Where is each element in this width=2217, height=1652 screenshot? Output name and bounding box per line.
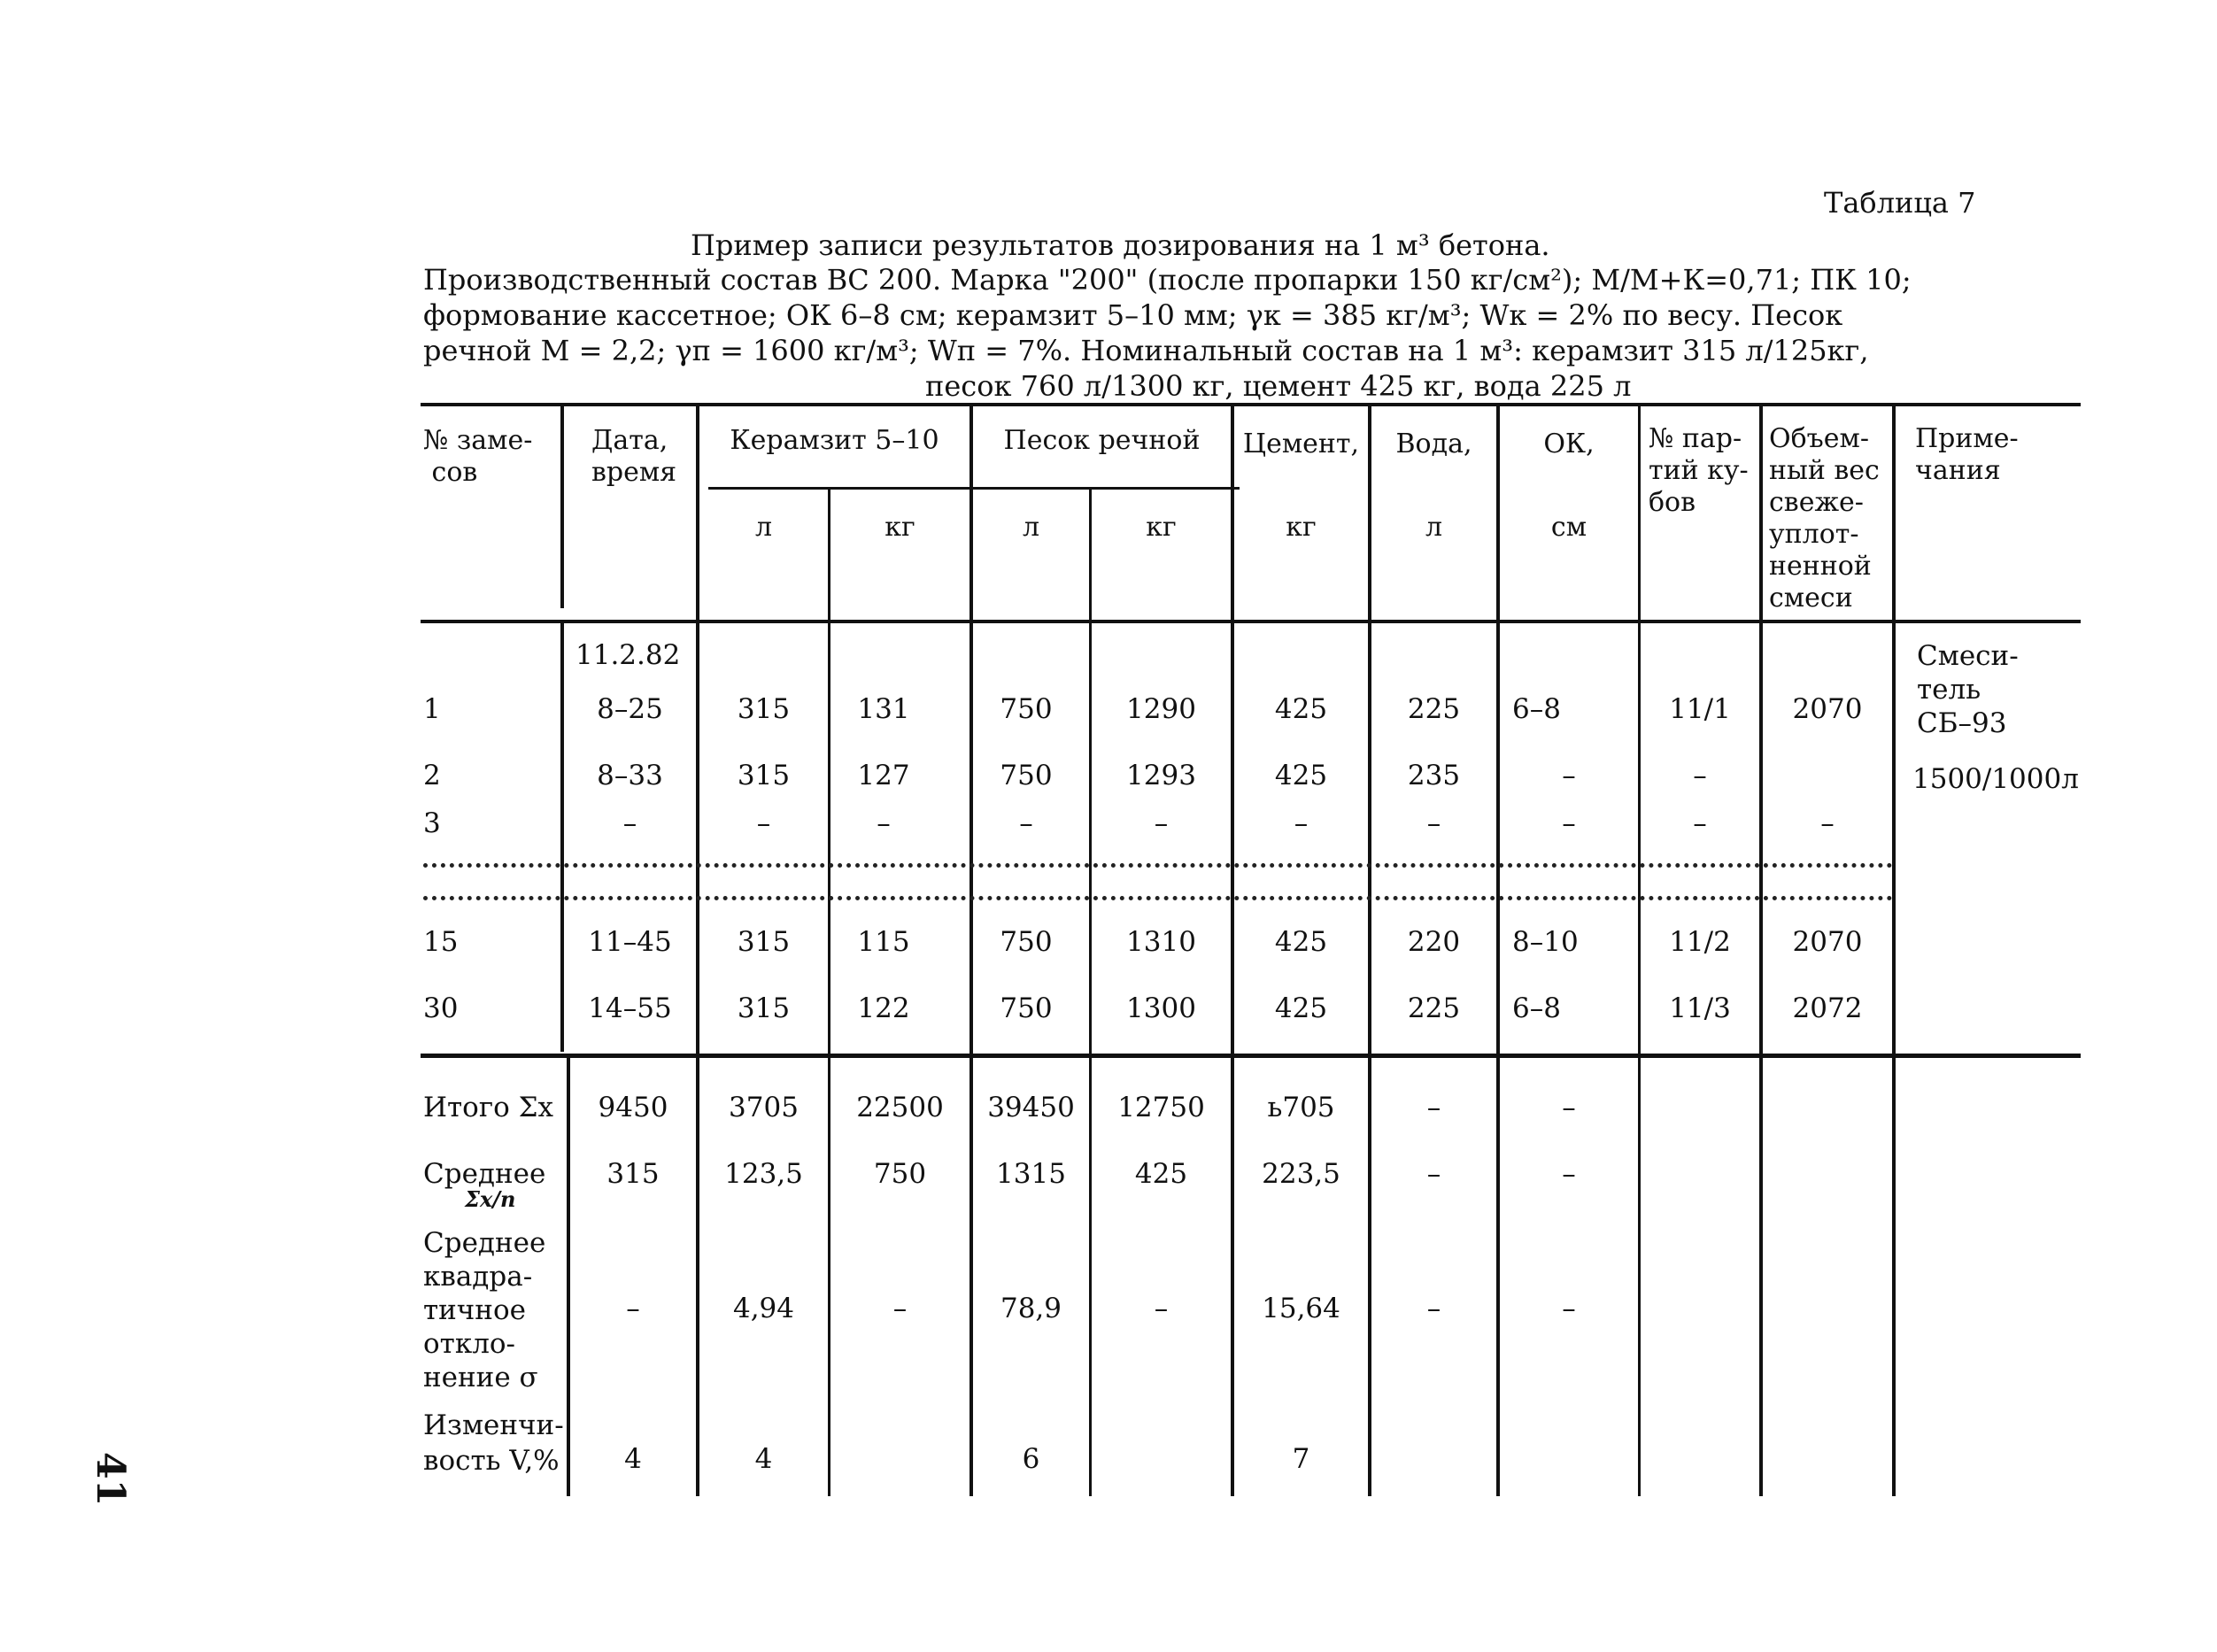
unit-water-l: л [1425,512,1443,543]
unit-sand-l: л [1022,512,1040,543]
header-notes: Приме- чания [1915,423,2019,486]
caption-line-3: речной М = 2,2; γп = 1600 кг/м³; Wп = 7%. Номинальный состав на 1 м³: керамзит 315 л/125кг, [423,334,1869,367]
omission-dots [423,863,1893,868]
unit-keramzit-kg: кг [884,512,915,543]
unit-keramzit-l: л [754,512,773,543]
header-sand: Песок речной [1003,425,1201,456]
header-date: Дата, время [591,425,677,488]
header-batch-no: № заме- сов [423,425,533,488]
header-cement: Цемент, [1242,428,1360,459]
unit-sand-kg: кг [1146,512,1177,543]
caption-line-4: песок 760 л/1300 кг, цемент 425 кг, вода 225 л [925,369,1632,403]
caption-line-2: формование кассетное; ОК 6–8 см; керамзит 5–10 мм; γк = 385 кг/м³; Wк = 2% по весу. Песок [423,298,1843,332]
page-number: 41 [88,1452,133,1507]
date-value: 11.2.82 [575,639,681,671]
note-mixer: Смеси- тель СБ–93 [1917,640,2019,739]
caption-line-1: Производственный состав ВС 200. Марка "200" (после пропарки 150 кг/см²); М/М+К=0,71; ПК 10; [423,263,1912,297]
header-keramzit: Керамзит 5–10 [730,425,939,456]
data-bottom-rule [421,1054,2081,1058]
caption-title: Пример записи результатов дозирования на 1 м³ бетона. [691,228,1550,262]
header-cube-batch: № пар- тий ку- бов [1649,423,1749,518]
header-water: Вода, [1395,428,1472,459]
header-slump: ОК, [1543,428,1595,459]
header-bottom-rule [421,620,2081,623]
header-density: Объем- ный вес свеже- уплот- ненной смеси [1769,423,1880,614]
note-volume: 1500/1000л [1912,763,2079,795]
table-top-rule [421,403,2081,406]
subheader-rule [708,487,1240,490]
unit-cement-kg: кг [1286,512,1317,543]
unit-slump-cm: см [1550,512,1587,543]
omission-dots [423,896,1893,900]
table-label: Таблица 7 [1824,186,1976,220]
